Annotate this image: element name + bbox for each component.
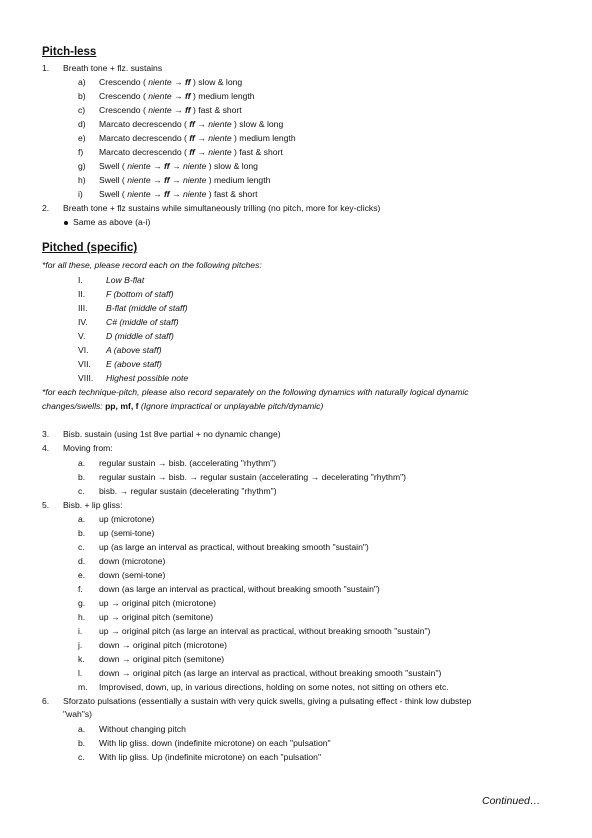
list-letter: b.: [78, 472, 86, 482]
list-letter: c.: [78, 542, 85, 552]
list-letter: e.: [78, 570, 86, 580]
list-item: Marcato decrescendo ( ff → niente ) slow & long: [99, 119, 284, 129]
section-heading-pitched: Pitched (specific): [42, 242, 138, 254]
list-letter: a.: [78, 514, 86, 524]
list-item: Bisb. sustain (using 1st 8ve partial + no dynamic change): [63, 429, 281, 439]
list-letter: f): [78, 147, 84, 157]
list-letter: f.: [78, 584, 83, 594]
list-letter: g): [78, 161, 86, 171]
list-item: Improvised, down, up, in various directions, holding on some notes, not sitting on others etc.: [99, 682, 449, 692]
list-letter: d): [78, 119, 86, 129]
list-item: Sforzato pulsations (essentially a sustain with very quick swells, giving a pulsating effect - think low dubstep: [63, 696, 472, 706]
roman-numeral: IV.: [78, 317, 88, 327]
list-item: down (as large an interval as practical, without breaking smooth "sustain"): [99, 584, 380, 594]
list-item: up (microtone): [99, 514, 155, 524]
list-letter: l.: [78, 668, 83, 678]
list-letter: d.: [78, 556, 86, 566]
list-number: 4.: [42, 443, 50, 453]
list-item: Bisb. + lip gliss:: [63, 500, 123, 510]
list-letter: j.: [78, 640, 83, 650]
list-letter: m.: [78, 682, 88, 692]
pitch-item: B-flat (middle of staff): [106, 303, 188, 313]
list-item: down (semi-tone): [99, 570, 166, 580]
list-letter: h): [78, 175, 86, 185]
list-number: 3.: [42, 429, 50, 439]
list-item: Breath tone + flz sustains while simultaneously trilling (no pitch, more for key-clicks): [63, 203, 381, 213]
list-letter: c): [78, 105, 86, 115]
list-letter: c.: [78, 486, 85, 496]
list-item: up → original pitch (as large an interval as practical, without breaking smooth "sustain"): [99, 626, 431, 636]
list-letter: a.: [78, 724, 86, 734]
pitch-item: C# (middle of staff): [106, 317, 179, 327]
list-letter: g.: [78, 598, 86, 608]
list-item: down (microtone): [99, 556, 166, 566]
list-letter: i.: [78, 626, 83, 636]
roman-numeral: VIII.: [78, 373, 94, 383]
list-letter: b): [78, 91, 86, 101]
list-letter: k.: [78, 654, 85, 664]
roman-numeral: VII.: [78, 359, 91, 369]
roman-numeral: III.: [78, 303, 88, 313]
list-item: With lip gliss. Up (indefinite microtone) on each "pulsation": [99, 752, 322, 762]
note-text: *for each technique-pitch, please also record separately on the following dynamics with naturally logical dynamic: [42, 387, 469, 397]
list-letter: b.: [78, 738, 86, 748]
list-letter: a.: [78, 458, 86, 468]
list-item: Swell ( niente → ff → niente ) fast & short: [99, 189, 258, 199]
list-letter: c.: [78, 752, 85, 762]
list-item: Swell ( niente → ff → niente ) medium length: [99, 175, 271, 185]
list-item: Moving from:: [63, 443, 113, 453]
list-item: up (semi-tone): [99, 528, 155, 538]
note-text: changes/swells: pp, mf, f (Ignore impractical or unplayable pitch/dynamic): [42, 401, 324, 411]
list-item: Crescendo ( niente → ff ) slow & long: [99, 77, 243, 87]
list-letter: b.: [78, 528, 86, 538]
list-item: Crescendo ( niente → ff ) medium length: [99, 91, 255, 101]
roman-numeral: VI.: [78, 345, 89, 355]
list-letter: a): [78, 77, 86, 87]
roman-numeral: V.: [78, 331, 86, 341]
pitch-item: A (above staff): [106, 345, 162, 355]
pitch-item: F (bottom of staff): [106, 289, 174, 299]
pitch-item: E (above staff): [106, 359, 162, 369]
list-item: up → original pitch (semitone): [99, 612, 214, 622]
list-item: Marcato decrescendo ( ff → niente ) medium length: [99, 133, 296, 143]
list-item-continuation: "wah"s): [63, 709, 93, 719]
list-letter: h.: [78, 612, 86, 622]
list-letter: e): [78, 133, 86, 143]
list-number: 1.: [42, 63, 50, 73]
list-number: 2.: [42, 203, 50, 213]
list-item: Swell ( niente → ff → niente ) slow & long: [99, 161, 258, 171]
list-number: 6.: [42, 696, 50, 706]
list-item: Marcato decrescendo ( ff → niente ) fast & short: [99, 147, 283, 157]
list-item: regular sustain → bisb. → regular sustain (accelerating → decelerating "rhythm"): [99, 472, 407, 482]
list-item: Breath tone + flz. sustains: [63, 63, 163, 73]
list-item: regular sustain → bisb. (accelerating "rhythm"): [99, 458, 277, 468]
list-item: With lip gliss. down (indefinite microtone) on each "pulsation": [99, 738, 331, 748]
section-heading-pitchless: Pitch-less: [42, 46, 97, 58]
list-item: down → original pitch (as large an interval as practical, without breaking smooth "sustain"): [99, 668, 442, 678]
pitch-item: Highest possible note: [106, 373, 189, 383]
list-item: Same as above (a-i): [73, 217, 151, 227]
roman-numeral: II.: [78, 289, 86, 299]
continued-label: Continued…: [482, 795, 541, 807]
list-item: down → original pitch (microtone): [99, 640, 228, 650]
list-item: Crescendo ( niente → ff ) fast & short: [99, 105, 242, 115]
list-item: bisb. → regular sustain (decelerating "rhythm"): [99, 486, 277, 496]
list-item: down → original pitch (semitone): [99, 654, 225, 664]
dynamics-list: pp, mf, f: [105, 401, 139, 411]
bullet-icon: [64, 221, 68, 225]
note-text: *for all these, please record each on the following pitches:: [42, 260, 262, 270]
list-item: Without changing pitch: [99, 724, 186, 734]
list-letter: i): [78, 189, 83, 199]
list-item: up → original pitch (microtone): [99, 598, 217, 608]
list-number: 5.: [42, 500, 50, 510]
pitch-item: Low B-flat: [106, 275, 145, 285]
roman-numeral: I.: [78, 275, 83, 285]
pitch-item: D (middle of staff): [106, 331, 174, 341]
list-item: up (as large an interval as practical, without breaking smooth "sustain"): [99, 542, 369, 552]
